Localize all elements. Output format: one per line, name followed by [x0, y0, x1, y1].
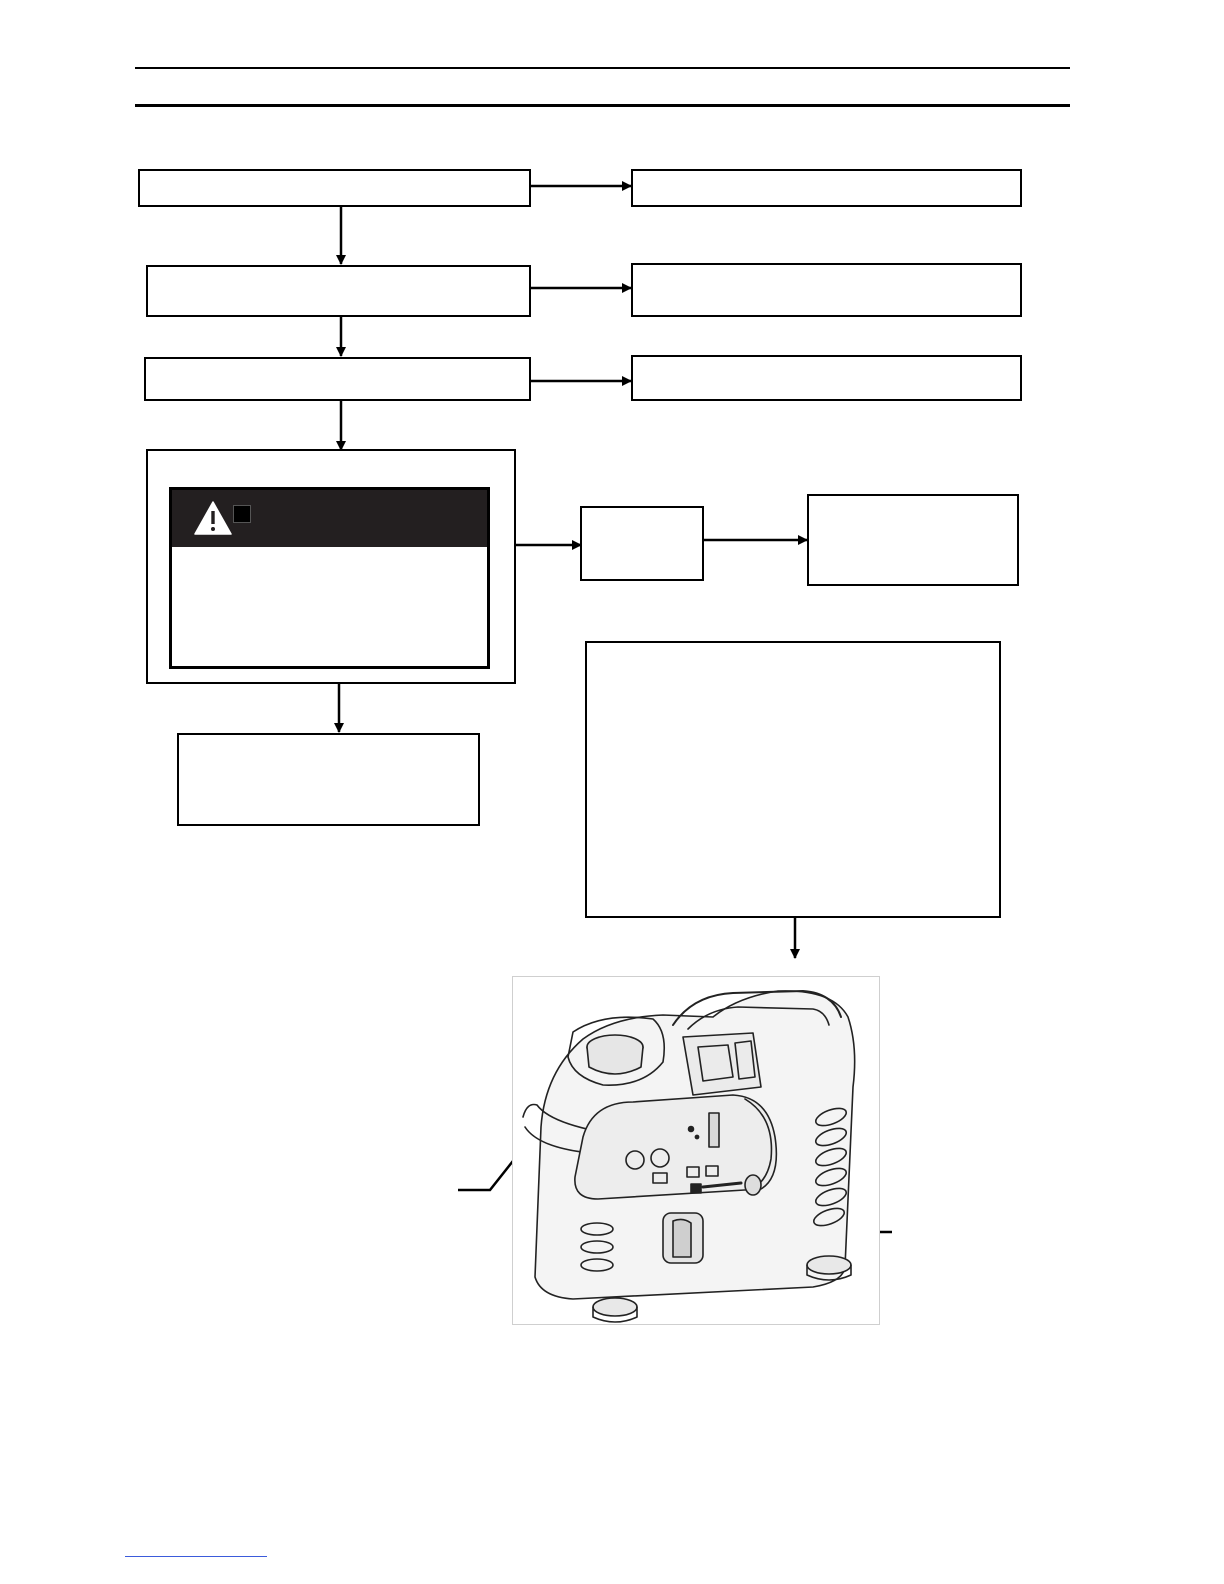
warning-panel — [169, 487, 490, 669]
footer-link-underline[interactable] — [125, 1556, 267, 1557]
flow-result-1 — [631, 169, 1022, 207]
warning-triangle-icon — [193, 499, 233, 537]
flow-mid-box — [580, 506, 704, 581]
warning-header — [172, 490, 487, 547]
flow-step-1 — [138, 169, 531, 207]
flow-step-3 — [144, 357, 531, 401]
generator-illustration — [513, 977, 880, 1325]
flow-step-5 — [177, 733, 480, 826]
flow-result-3 — [631, 355, 1022, 401]
generator-figure — [512, 976, 880, 1325]
flow-result-2 — [631, 263, 1022, 317]
flow-instructions-box — [585, 641, 1001, 918]
warning-label-marker — [233, 505, 251, 523]
flow-mid-result — [807, 494, 1019, 586]
flow-step-2 — [146, 265, 531, 317]
